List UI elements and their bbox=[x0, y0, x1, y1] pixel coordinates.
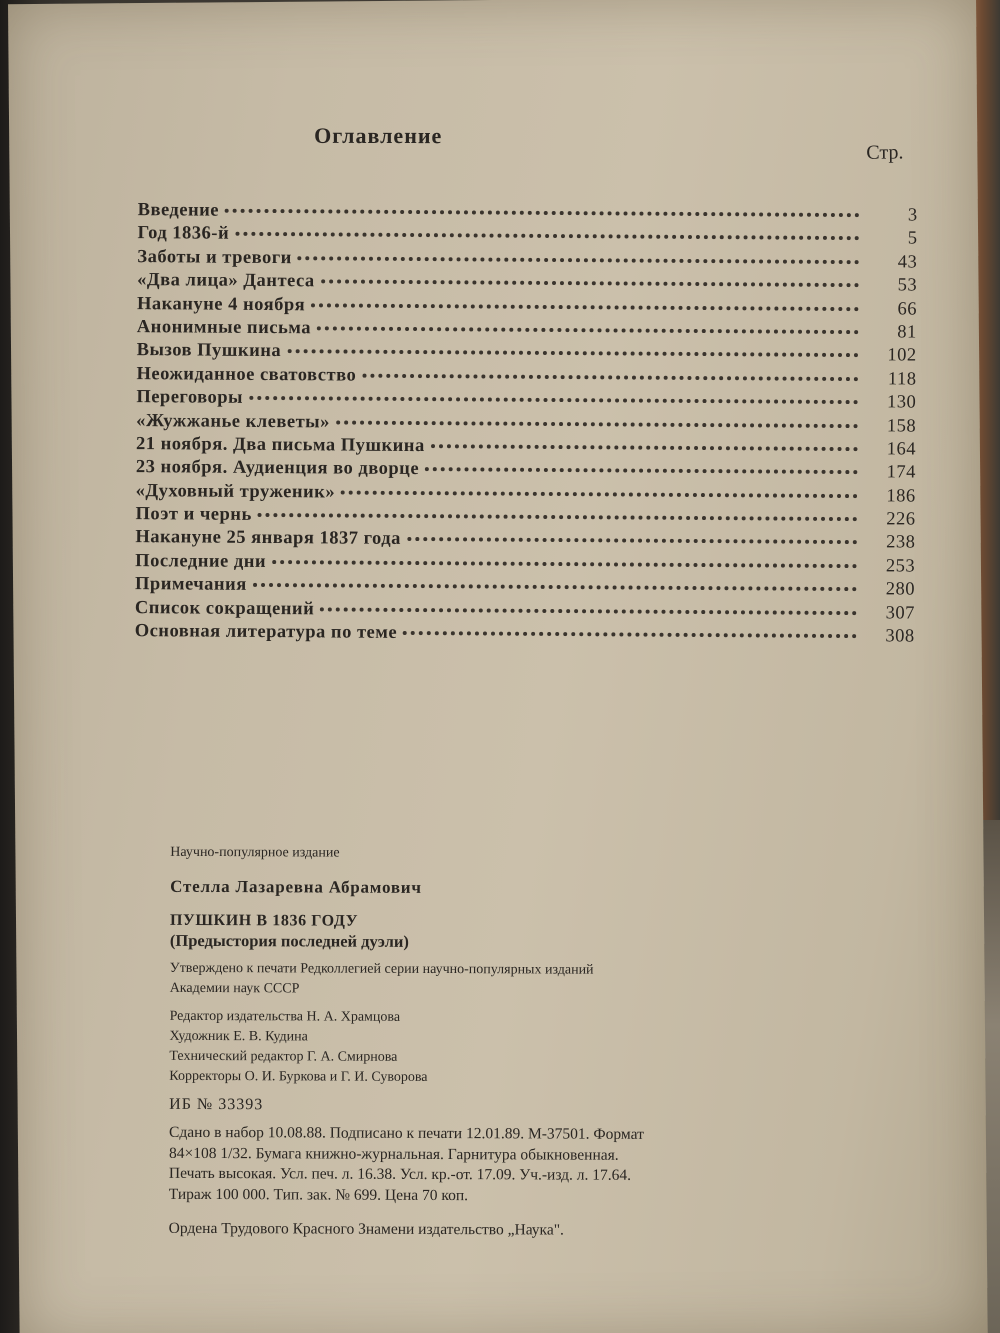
toc-title: Оглавление bbox=[314, 122, 443, 149]
toc-entry-page: 81 bbox=[897, 322, 917, 343]
dot-leader bbox=[320, 607, 857, 615]
dot-leader bbox=[272, 560, 857, 568]
dot-leader bbox=[407, 537, 857, 544]
toc-entry-label: Неожиданное сватовство bbox=[136, 363, 357, 386]
tech-info-line-3: Печать высокая. Усл. печ. л. 16.38. Усл. кр.-от. 17.09. Уч.-изд. л. 17.64. bbox=[168, 1164, 632, 1184]
dot-leader bbox=[253, 583, 857, 591]
toc-entry-page: 3 bbox=[907, 205, 918, 226]
dot-leader bbox=[317, 326, 859, 334]
dot-leader bbox=[249, 396, 858, 404]
toc-entry-page: 186 bbox=[886, 486, 916, 507]
dot-leader bbox=[431, 444, 858, 451]
toc-entry bbox=[135, 621, 915, 650]
toc-entry-page: 253 bbox=[885, 556, 916, 577]
artist-credit: Художник Е. В. Кудина bbox=[169, 1028, 308, 1045]
toc-entry-page: 238 bbox=[886, 532, 916, 554]
ib-number: ИБ № 33393 bbox=[169, 1095, 264, 1114]
toc-entry-label: Примечания bbox=[134, 574, 247, 596]
page-column-header: Стр. bbox=[866, 141, 904, 164]
toc-entry-label: Введение bbox=[137, 200, 220, 221]
tech-editor-credit: Технический редактор Г. А. Смирнова bbox=[169, 1048, 398, 1065]
toc-entry-page: 307 bbox=[885, 602, 915, 624]
tech-info-line-4: Тираж 100 000. Тип. зак. № 699. Цена 70 коп. bbox=[168, 1185, 469, 1204]
toc-entry-label: Основная литература по теме bbox=[134, 621, 398, 643]
toc-entry-page: 53 bbox=[897, 275, 918, 296]
approval-line-1: Утверждено к печати Редколлегией серии научно-популярных изданий bbox=[169, 960, 594, 978]
toc-entry-page: 158 bbox=[886, 415, 917, 437]
toc-entry-page: 308 bbox=[885, 626, 915, 647]
toc-entry-label: Заботы и тревоги bbox=[137, 246, 292, 268]
toc-entry-page: 280 bbox=[885, 579, 916, 600]
dot-leader bbox=[311, 303, 859, 311]
toc-list bbox=[135, 200, 918, 650]
imprint-block bbox=[169, 843, 911, 1243]
book-page bbox=[8, 0, 988, 1333]
toc-entry-page: 226 bbox=[886, 509, 916, 530]
dot-leader bbox=[341, 490, 858, 498]
dot-leader bbox=[321, 280, 859, 288]
dot-leader bbox=[403, 631, 857, 638]
author-name: Стелла Лазаревна Абрамович bbox=[170, 876, 422, 897]
toc-entry-page: 43 bbox=[897, 252, 918, 273]
toc-entry-label: 23 ноября. Аудиенция во дворце bbox=[135, 457, 420, 480]
toc-entry-label: Анонимные письма bbox=[136, 317, 312, 339]
toc-entry-page: 118 bbox=[887, 369, 917, 390]
toc-entry-label: «Два лица» Дантеса bbox=[137, 270, 315, 292]
toc-entry-page: 102 bbox=[887, 345, 917, 366]
dot-leader bbox=[225, 209, 860, 217]
dot-leader bbox=[425, 467, 858, 474]
approval-line-2: Академии наук СССР bbox=[169, 980, 300, 997]
toc-entry-label: Год 1836-й bbox=[137, 223, 230, 245]
toc-entry-page: 130 bbox=[887, 392, 917, 413]
toc-entry-label: Поэт и чернь bbox=[135, 504, 252, 525]
book-title: ПУШКИН В 1836 ГОДУ bbox=[169, 911, 359, 930]
toc-entry-label: 21 ноября. Два письма Пушкина bbox=[135, 433, 425, 457]
toc-entry-label: Список сокращений bbox=[134, 597, 315, 619]
tech-info-line-2: 84×108 1/32. Бумага книжно-журнальная. Гарнитура обыкновенная. bbox=[168, 1144, 619, 1164]
toc-entry-page: 174 bbox=[886, 462, 916, 483]
tech-info-line-1: Сдано в набор 10.08.88. Подписано к печати 12.01.89. М-37501. Формат bbox=[169, 1123, 644, 1143]
edition-type: Научно-популярное издание bbox=[170, 844, 340, 861]
dot-leader bbox=[362, 373, 858, 380]
dot-leader bbox=[235, 232, 859, 240]
toc-entry-label: Переговоры bbox=[136, 387, 244, 408]
publisher-line: Ордена Трудового Красного Знамени издательство „Наука". bbox=[168, 1219, 564, 1239]
toc-entry-label: Накануне 25 января 1837 года bbox=[135, 527, 401, 550]
toc-entry-label: Последние дни bbox=[135, 550, 267, 572]
toc-entry-label: «Духовный труженик» bbox=[135, 480, 336, 503]
toc-entry-label: Вызов Пушкина bbox=[136, 340, 282, 362]
toc-entry-label: Накануне 4 ноября bbox=[136, 293, 306, 315]
dot-leader bbox=[336, 420, 858, 428]
book-subtitle: (Предыстория последней дуэли) bbox=[169, 930, 409, 951]
editor-credit: Редактор издательства Н. А. Храмцова bbox=[169, 1008, 401, 1025]
toc-entry-page: 164 bbox=[886, 439, 917, 460]
toc-entry-label: «Жужжанье клеветы» bbox=[136, 410, 330, 432]
dot-leader bbox=[258, 513, 858, 521]
dot-leader bbox=[298, 256, 860, 264]
dot-leader bbox=[287, 349, 858, 357]
toc-entry-page: 66 bbox=[897, 298, 918, 320]
proofreaders-credit: Корректоры О. И. Буркова и Г. И. Суворова bbox=[169, 1068, 428, 1085]
toc-entry-page: 5 bbox=[907, 228, 918, 249]
